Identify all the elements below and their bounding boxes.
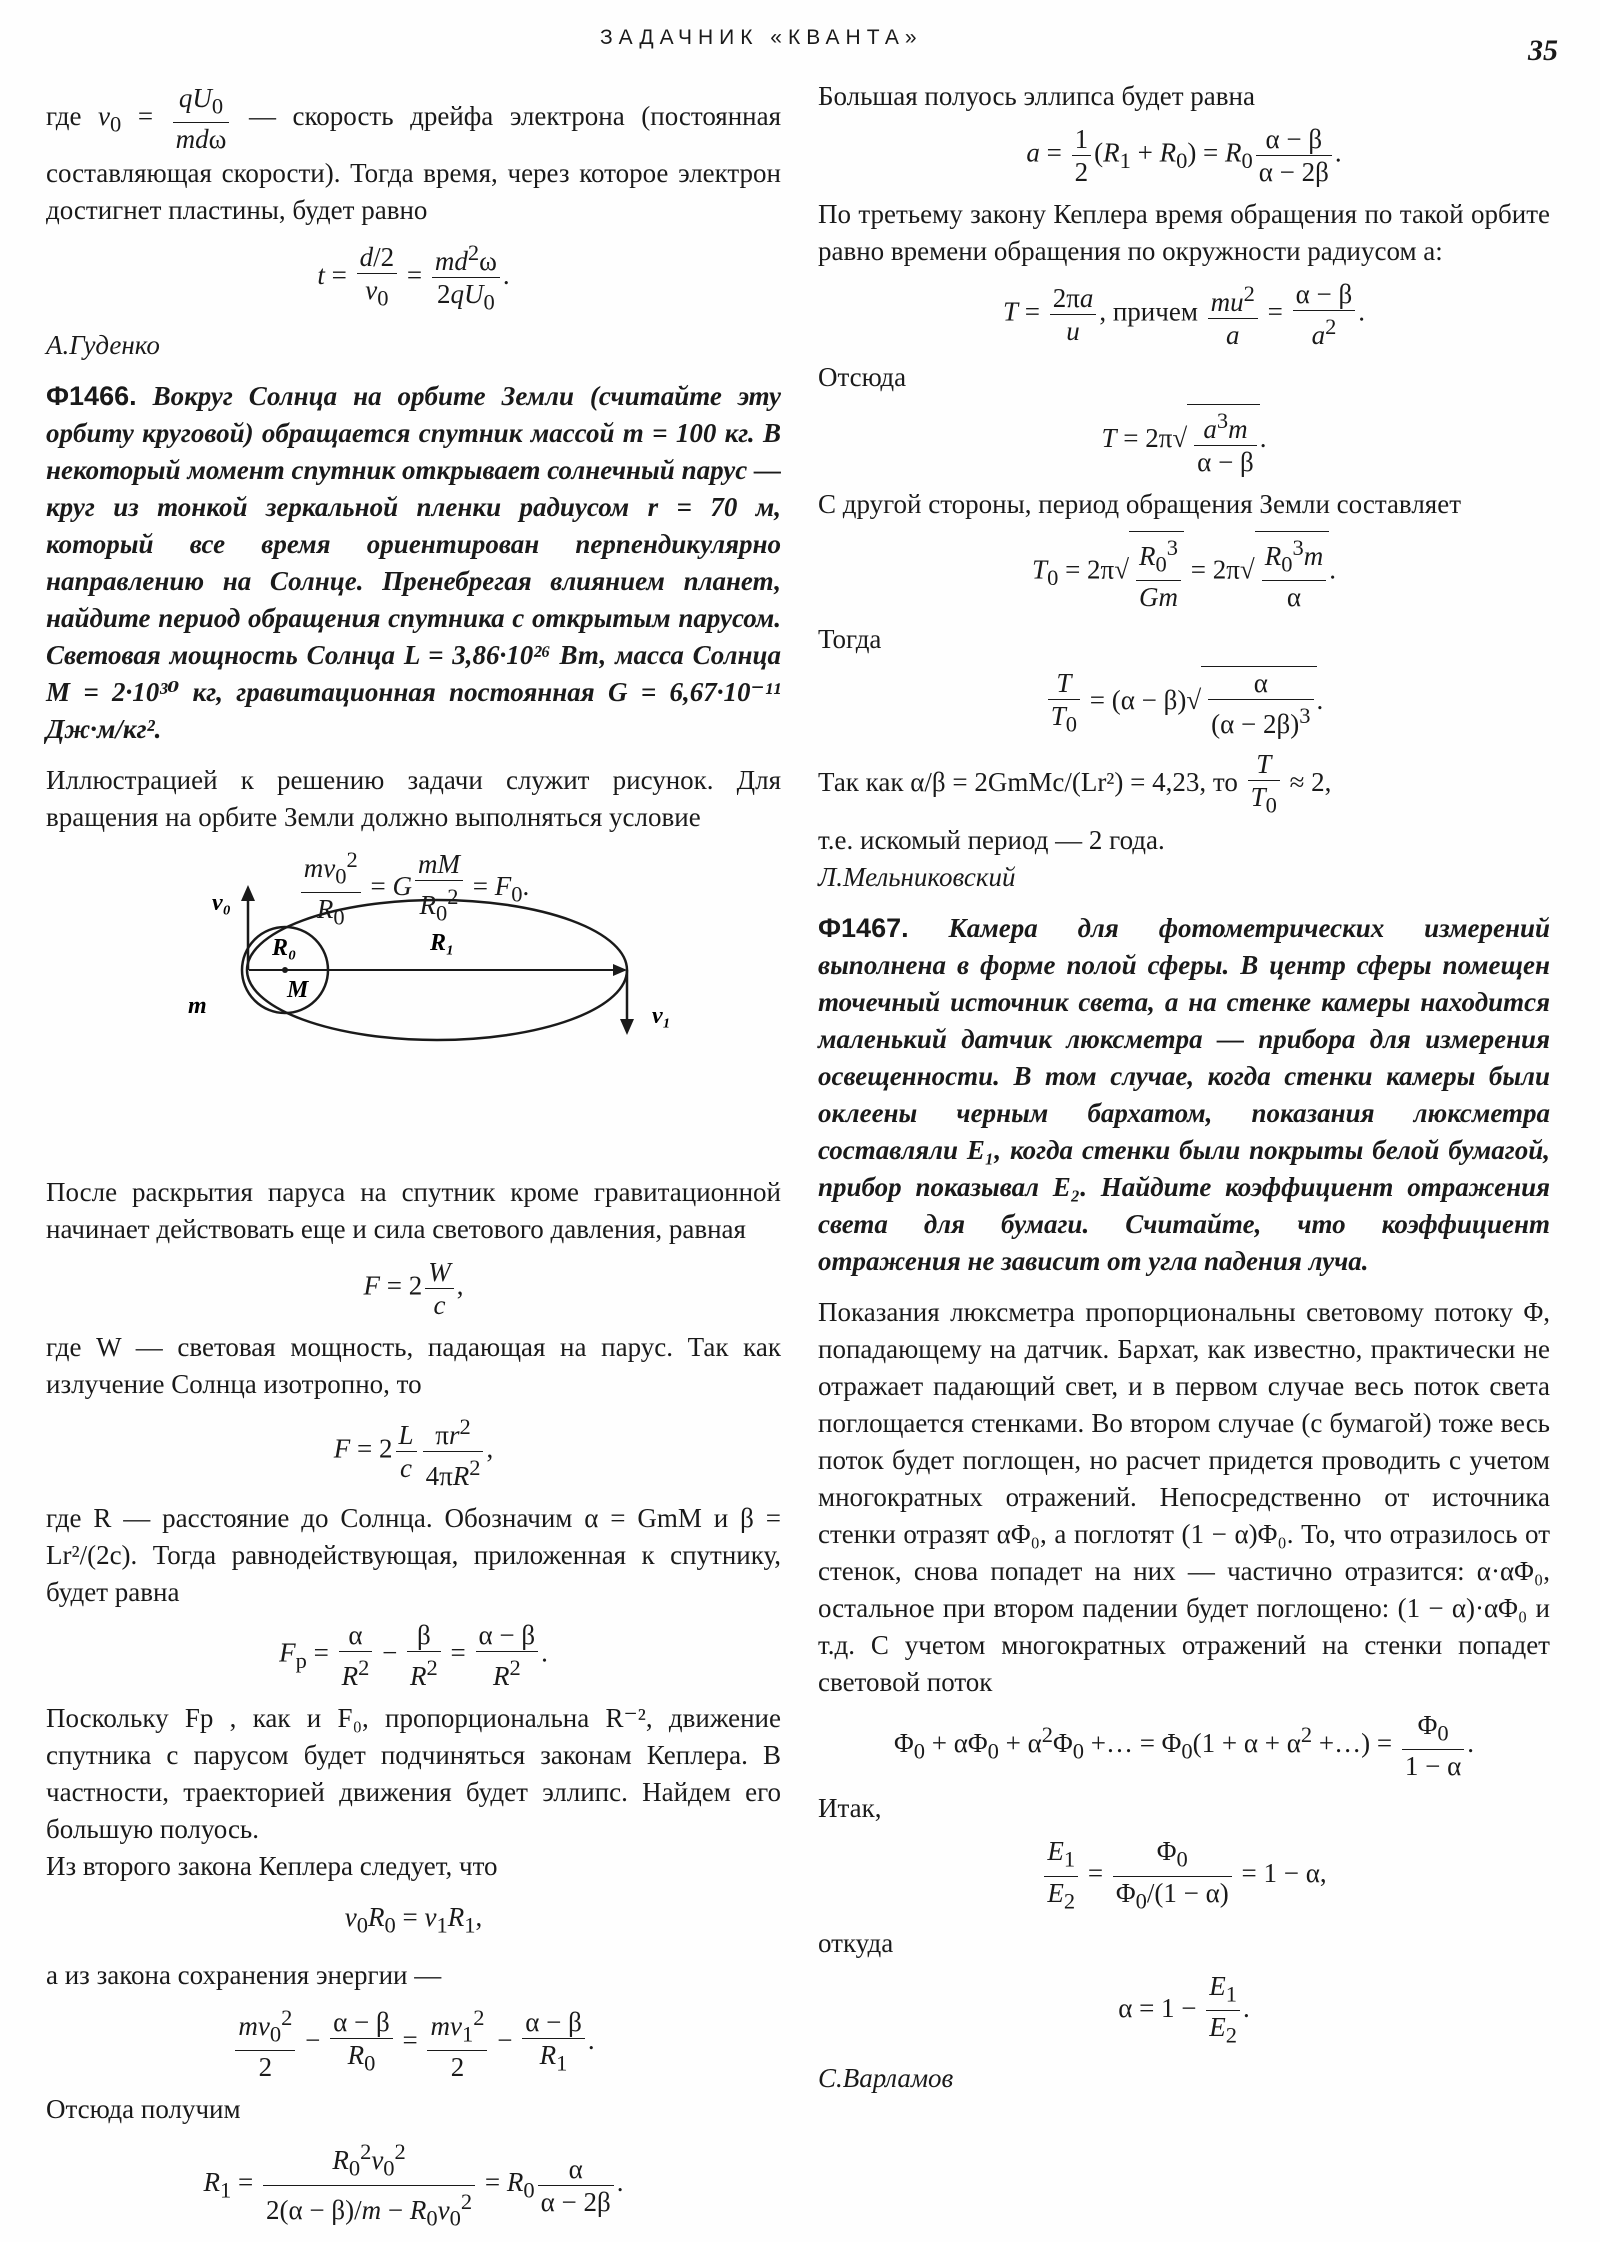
label-v0: v₀ xyxy=(212,890,232,916)
label-sun-mass: M xyxy=(287,977,309,1003)
paragraph-drift: где $v_0$ = $\frac{qU_0}{\text{mdω}}$ — скорость дрейфа электрона (постоянная составляющая скорости). Тогда время, через которое электрон достигнет пластины, будет равно xyxy=(46,83,782,226)
paragraph-second-law: Из второго закона Кеплера следует, что xyxy=(46,1850,498,1881)
formula-orbit: $\frac{mv_0^2}{R_0}$ = G $\frac{mM}{R_0^2}$ = $F_0$. xyxy=(46,844,781,934)
paragraph-result: Отсюда получим xyxy=(46,2094,241,2125)
r1-arrowhead xyxy=(613,964,627,976)
formula-force-l: F = 2 $\frac{L}{c}$ $\frac{\pi r^2}{4\pi R^2}$ , xyxy=(46,1411,781,1492)
formula-energy: $\frac{mv_0^2}{2}$ − $\frac{\alpha - \beta}{R_0}$ = $\frac{mv_1^2}{2}$ − $\frac{\alpha - \beta}{R_1}$ . xyxy=(46,2002,781,2083)
paragraph-earth-period: С другой стороны, период обращения Земли составляет xyxy=(818,489,1462,519)
signature-varlamov: С.Варламов xyxy=(818,2062,954,2093)
formula-force-w: F = 2 $\frac{W}{c}$ , xyxy=(363,1256,464,1320)
formula-earth-period: $T_0 = 2\pi√$ $\frac{R_0^3}{Gm}$ = 2π√ $\frac{R_0^3m}{\alpha}$ . xyxy=(818,531,1550,613)
formula-flux-series: $\Phi_0 + \alpha\Phi_0 + \alpha^2\Phi_0$ +… = $\Phi_0(1 + \alpha + \alpha^2$ +…) = $\frac{\Phi_0}{1 - \alpha}$ . xyxy=(893,1709,1474,1782)
formula-resultant: $F_р$ = $\frac{\alpha}{R^2}$ − $\frac{\beta}{R^2}$ = $\frac{\alpha - \beta}{R^2}$ . xyxy=(279,1619,548,1691)
signature-gudenko: А.Гуденко xyxy=(46,329,160,360)
paragraph-semimajor: Большая полуось эллипса будет равна xyxy=(818,81,1255,111)
paragraph-isotropic: где W — световая мощность, падающая на парус. Так как излучение Солнца изотропно, то xyxy=(46,1331,781,1399)
paragraph-light-pressure: После раскрытия паруса на спутник кроме гравитационной начинает действовать еще и сила светового давления, равная xyxy=(46,1176,781,1244)
paragraph-notation: где R — расстояние до Солнца. Обозначим α = GmM и β = Lr²/(2c). Тогда равнодействующая, приложенная к спутнику, будет равна xyxy=(46,1502,781,1607)
paragraph-whence: откуда xyxy=(818,1927,894,1958)
label-v1: v₁ xyxy=(652,1003,672,1029)
v1-arrowhead xyxy=(620,1019,634,1035)
paragraph-conclusion: Так как α/β = 2GmMc/(Lr²) = 4,23, то $\frac{T}{T_0}$ ≈ 2, xyxy=(818,749,1332,818)
formula-r1: $R_1$ = $\frac{R_0^2v_0^2}{2(\alpha - \beta)/m - R_0v_0^2}$ = $R_0$ $\frac{\alpha}{\alpha - 2\beta}$ . xyxy=(46,2136,781,2234)
paragraph-answer: т.е. искомый период — 2 года. xyxy=(818,824,1165,855)
formula-alpha: α = 1 − $\frac{E_1}{E_2}$ . xyxy=(1118,1970,1250,2048)
formula-period-def: T = $\frac{2\pi a}{u}$ , причем $\frac{mu^2}{a}$ = $\frac{\alpha - \beta}{a^2}$ . xyxy=(1002,279,1366,350)
signature-melnikovsky: Л.Мельниковский xyxy=(818,861,1016,892)
paragraph-orbit-condition: Иллюстрацией к решению задачи служит рисунок. Для вращения на орбите Земли должно выполняться условие xyxy=(46,764,781,832)
formula-ratio: $\frac{T}{T_0}$ = (α − β)√ $\frac{\alpha}{(\alpha - 2\beta)^3}$ . xyxy=(818,666,1550,740)
journal-header: ЗАДАЧНИК «КВАНТА» xyxy=(600,26,923,49)
paragraph-so: Итак, xyxy=(818,1793,882,1824)
right-column xyxy=(818,78,1550,2097)
paragraph-energy: а из закона сохранения энергии — xyxy=(46,1959,442,1990)
formula-readings: $\frac{E_1}{E_2}$ = $\frac{\Phi_0}{\Phi_0/(1 - \alpha)}$ = 1 − α, xyxy=(818,1835,1550,1917)
paragraph-luxmeter: Показания люксметра пропорциональны световому потоку Φ, попадающему на датчик. Бархат, как известно, практически не отражает падающий свет, и в первом случае весь поток света поглощается стенками. Во втором случае (с бумагой) тоже весь поток будет поглощен, но расчет придется проводить с учетом многократных отражений. Непосредственно от источника стенки отразят αΦ₀, а поглотят (1 − α)Φ₀. То, что отразилось от стенок, снова попадет на них — частично отразится: α·αΦ₀, остальное при втором падении будет поглощено: (1 − α)·αΦ₀ и т.д. С учетом многократных отражений на стенки попадет световой поток xyxy=(818,1296,1550,1697)
label-r1: R₁ xyxy=(430,930,455,956)
formula-time: t = $\frac{d/2}{v_0}$ = $\frac{md^2\omega}{2qU_0}$ . xyxy=(46,237,781,318)
label-r0: R₀ xyxy=(272,935,297,961)
problem-1467: Ф1467. Камера для фотометрических измерений выполнена в форме полой сферы. В центр сферы помещен точечный источник света, а на стенке камеры находится маленький датчик люксметра — прибора для измерения освещенности. В том случае, когда стенки камеры были оклеены черным бархатом, показания люксметра составляли E₁, когда стенки были покрыты белой бумагой, прибор показывал E₂. Найдите коэффициент отражения света для бумаги. Считайте, что коэффициент отражения не зависит от угла падения луча. xyxy=(818,912,1550,1276)
v0-arrowhead xyxy=(241,885,255,901)
page-number: 35 xyxy=(1528,34,1558,67)
paragraph-third-law: По третьему закону Кеплера время обращения по такой орбите равно времени обращения по окружности радиусом a: xyxy=(818,199,1550,266)
problem-1466: Ф1466. Вокруг Солнца на орбите Земли (считайте эту орбиту круговой) обращается спутник массой m = 100 кг. В некоторый момент спутник открывает солнечный парус — круг из тонкой зеркальной пленки радиусом r = 70 м, который все время ориентирован перпендикулярно направлению на Солнце. Пренебрегая влиянием планет, найдите период обращения спутника с открытым парусом. Световая мощность Солнца L = 3,86·10²⁶ Вт, масса Солнца M = 2·10³⁰ кг, гравитационная постоянная G = 6,67·10⁻¹¹ Дж·м/кг². xyxy=(46,380,781,744)
formula-kepler2: $v_0R_0 = v_1R_1$, xyxy=(344,1901,483,1937)
orbit-diagram xyxy=(40,875,700,1045)
paragraph-kepler: Поскольку Fр , как и F₀, пропорциональна R⁻², движение спутника с парусом будет подчиняться законам Кеплера. В частности, траекторией движения будет эллипс. Найдем его большую полуось. xyxy=(46,1702,781,1844)
formula-period: T = 2π√ $\frac{a^3m}{\alpha - \beta}$ . xyxy=(818,404,1550,478)
paragraph-then: Тогда xyxy=(818,624,882,655)
paragraph-hence: Отсюда xyxy=(818,362,907,392)
left-column xyxy=(46,82,781,2242)
formula-semimajor: a = $\frac{1}{2}$ $(R_1 + R_0) = R_0$ $\frac{\alpha - \beta}{\alpha - 2\beta}$ . xyxy=(1026,124,1342,187)
label-sat-mass: m xyxy=(188,993,207,1019)
